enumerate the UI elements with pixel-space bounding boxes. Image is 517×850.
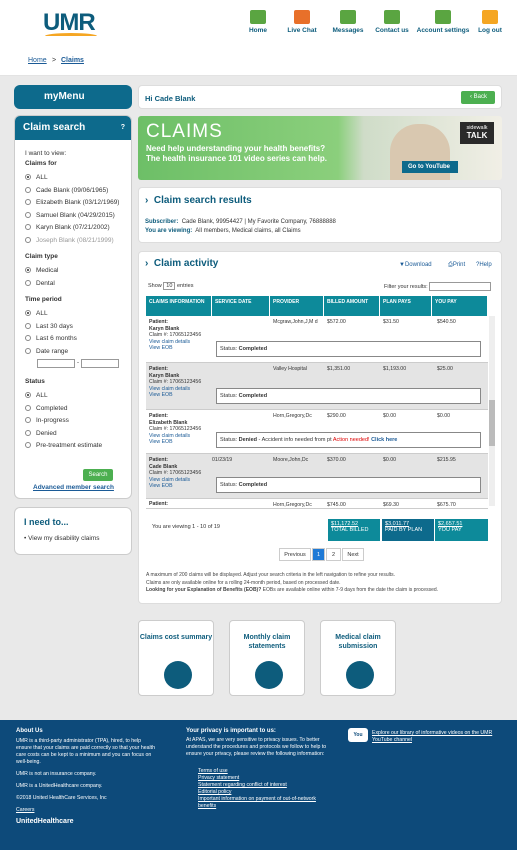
radio-icon[interactable] [25, 280, 31, 286]
claim-type-option-0[interactable]: Medical [25, 267, 58, 274]
youtube-channel-link[interactable]: Explore our library of informative videos on the UMR YouTube channel [372, 730, 493, 743]
pager-1[interactable]: 1 [312, 548, 325, 561]
claim-search-results-card [138, 187, 502, 243]
column-header-claims-information[interactable]: CLAIMS INFORMATION [146, 296, 212, 316]
total-label: YOU PAY [438, 527, 462, 533]
total-you-pay [435, 519, 488, 541]
filter-input[interactable] [429, 282, 491, 291]
nav-label: Live Chat [287, 27, 317, 34]
eob-answer: EOBs are available online within 7-9 days from the date the claim is processed. [261, 587, 439, 593]
not-insurance-text: UMR is not an insurance company. [16, 771, 97, 777]
claim-status-box [216, 432, 481, 448]
patient-name: Karyn Blank [149, 372, 180, 379]
entries-select[interactable]: 10 [163, 282, 175, 290]
cell-provider: Valley Hospital [273, 366, 307, 372]
banner-line-2: The health insurance 101 video series can help. [146, 154, 327, 163]
help-icon[interactable]: ? [120, 124, 125, 131]
person-check-icon [346, 661, 374, 689]
claim-status-box [216, 341, 481, 357]
view-label: I want to view: [25, 150, 67, 157]
radio-icon[interactable] [25, 392, 31, 398]
piggy-bank-icon [164, 661, 192, 689]
total-total-billed [328, 519, 380, 541]
entries-control: Show 10 entries [148, 283, 194, 289]
radio-icon[interactable] [25, 442, 31, 448]
claim-status-box [216, 388, 481, 404]
claims-for-option-2[interactable]: Elizabeth Blank (03/12/1969) [25, 199, 119, 206]
sidewalk-talk-badge: sidewalk TALK [460, 122, 494, 144]
cell-you: $25.00 [437, 366, 453, 372]
results-title: › Claim search results [145, 195, 252, 206]
nav-label: Messages [332, 27, 364, 34]
status-value: Denied [238, 437, 257, 443]
cell-billed: $1,351.00 [327, 366, 351, 372]
time-period-option-3[interactable]: Date range [25, 348, 68, 355]
print-link[interactable]: ⎙Print [448, 262, 466, 268]
status-label: Status: [220, 482, 238, 488]
claim-row [146, 454, 488, 499]
about-title: About Us [16, 728, 43, 734]
time-period-label: Time period [25, 296, 62, 303]
claim-number: Claim #: 17065123456 [149, 470, 202, 476]
total-amount: $2,657.51 [438, 521, 463, 527]
table-scrollbar[interactable] [489, 316, 495, 506]
date-separator: - [77, 360, 79, 366]
home-icon [250, 10, 266, 24]
uhc-text: UMR is a UnitedHealthcare company. [16, 783, 103, 789]
column-header-you-pay[interactable]: YOU PAY [432, 296, 488, 316]
total-paid-by-plan [382, 519, 434, 541]
eob-question: Looking for your Explanation of Benefits (EOB)? [146, 587, 262, 593]
claim-type-label: Claim type [25, 253, 58, 260]
total-amount: $3,011.77 [385, 521, 410, 527]
footer-link-important-information-on-payme[interactable]: Important information on payment of out-of-network benefits [198, 796, 316, 809]
claims-for-option-1[interactable]: Cade Blank (09/06/1965) [25, 187, 108, 194]
cell-plan: $1,193.00 [383, 366, 407, 372]
cell-provider: Moore,John,Dc [273, 457, 309, 463]
cell-plan: $69.30 [383, 502, 399, 508]
cell-provider: Horn,Gregory,Dc [273, 413, 312, 419]
cell-provider: Horn,Gregory,Dc [273, 502, 312, 508]
cell-billed: $572.00 [327, 319, 346, 325]
copyright: ©2018 United HealthCare Services, Inc [16, 795, 107, 801]
view-claim-details-link[interactable]: View claim details [149, 432, 191, 439]
pager-2[interactable]: 2 [326, 548, 341, 561]
claim-number: Claim #: 17065123456 [149, 332, 202, 338]
status-option-0[interactable]: ALL [25, 392, 48, 399]
view-claim-details-link[interactable]: View claim details [149, 385, 191, 392]
filter-label: Filter your results: [384, 284, 428, 290]
viewing-value: All members, Medical claims, all Claims [195, 228, 301, 234]
radio-icon[interactable] [25, 199, 31, 205]
claim-row [146, 410, 488, 454]
about-text: UMR is a third-party administrator (TPA), hired, to help ensure that your claims are paid correctly so that your health care costs can be kept to a minimum and you can focus on well-being. [16, 738, 155, 765]
cell-date: 01/23/19 [212, 457, 233, 463]
nav-label: Home [248, 27, 268, 34]
radio-icon[interactable] [25, 430, 31, 436]
youtube-icon[interactable]: You [348, 728, 368, 742]
status-value: Completed [238, 393, 268, 399]
i-need-to-title: I need to... [24, 517, 69, 527]
claim-type-option-1[interactable]: Dental [25, 280, 55, 287]
view-eob-link[interactable]: View EOB [149, 439, 173, 445]
footer-link-statement-regarding-conflict-o[interactable]: Statement regarding conflict of interest [198, 782, 287, 788]
status-option-2[interactable]: In-progress [25, 417, 69, 424]
total-label: PAID BY PLAN [385, 527, 423, 533]
claim-row [146, 316, 488, 363]
claims-for-option-3[interactable]: Samuel Blank (04/29/2015) [25, 212, 115, 219]
nav-log-out[interactable] [460, 10, 517, 34]
view-eob-link[interactable]: View EOB [149, 392, 173, 398]
tile-label: Claims cost summary [139, 634, 213, 641]
greeting-bar [138, 85, 502, 109]
radio-icon[interactable] [25, 174, 31, 180]
radio-icon[interactable] [25, 212, 31, 218]
note-rolling-period: Claims are only available online for a rolling 24-month period, based on processed date. [146, 579, 341, 586]
envelope-icon [340, 10, 356, 24]
nav-label: Contact us [375, 27, 409, 34]
breadcrumb-separator: > [52, 57, 57, 64]
claim-number: Claim #: 17065123456 [149, 379, 202, 385]
status-option-3[interactable]: Denied [25, 430, 57, 437]
cell-plan: $0.00 [383, 457, 396, 463]
pager-previous[interactable]: Previous [279, 548, 311, 561]
patient-name: Cade Blank [149, 463, 178, 470]
subscriber-value: Cade Blank, 99954427 | My Favorite Company, 76888888 [181, 219, 336, 225]
status-label: Status [25, 378, 45, 385]
disability-claims-link[interactable]: • View my disability claims [24, 535, 100, 542]
patient-name: Elizabeth Blank [149, 419, 188, 426]
status-value: Completed [238, 346, 268, 352]
status-value: Completed [238, 482, 268, 488]
patient-label: Patient: [149, 457, 169, 463]
radio-icon[interactable] [25, 335, 31, 341]
time-period-option-1[interactable]: Last 30 days [25, 323, 73, 330]
claim-activity-title: › Claim activity [145, 258, 219, 269]
cell-plan: $31.50 [383, 319, 399, 325]
careers-link[interactable]: Careers [16, 807, 35, 813]
status-option-4[interactable]: Pre-treatment estimate [25, 442, 102, 449]
download-link[interactable]: ▼Download [399, 262, 432, 268]
date-from-input[interactable] [37, 359, 75, 368]
status-label: Status: [220, 437, 238, 443]
help-link[interactable]: ?Help [476, 262, 492, 268]
claim-search-panel [14, 115, 132, 499]
subscriber-label: Subscriber: [145, 219, 179, 225]
breadcrumb-home[interactable]: Home [28, 57, 47, 64]
advanced-search-link[interactable]: Advanced member search [33, 484, 114, 491]
viewing-label: You are viewing: [145, 228, 193, 234]
cell-billed: $370.00 [327, 457, 346, 463]
umr-logo[interactable]: UMR [43, 9, 95, 36]
radio-icon[interactable] [25, 224, 31, 230]
total-label: TOTAL BILLED [331, 527, 369, 533]
status-label: Status: [220, 393, 238, 399]
radio-icon[interactable] [25, 237, 31, 243]
time-period-option-2[interactable]: Last 6 months [25, 335, 77, 342]
mymenu-title: myMenu [44, 91, 85, 102]
column-header-plan-pays[interactable]: PLAN PAYS [380, 296, 432, 316]
tile-claims-cost-summary[interactable] [138, 620, 214, 696]
speech-bubble-icon [384, 10, 400, 24]
footer [0, 720, 517, 850]
total-amount: $11,172.52 [331, 521, 359, 527]
radio-icon[interactable] [25, 267, 31, 273]
view-claim-details-link[interactable]: View claim details [149, 338, 191, 345]
click-here-link[interactable]: Click here [371, 437, 398, 443]
logo-swoosh [45, 33, 97, 39]
claims-video-banner[interactable] [138, 116, 502, 180]
action-needed: Action needed! [332, 437, 370, 443]
cell-you: $0.00 [437, 413, 450, 419]
patient-label: Patient: [149, 413, 169, 419]
cell-provider: Mcgraw,John,J,M d [273, 319, 318, 325]
tile-label: Medical claim submission [335, 634, 381, 650]
claim-search-header [15, 116, 131, 140]
patient-label: Patient: [149, 501, 169, 507]
pager-next[interactable]: Next [342, 548, 364, 561]
breadcrumb-claims[interactable]: Claims [61, 57, 84, 64]
claims-for-option-5[interactable]: Joseph Blank (08/21/1999) [25, 237, 114, 244]
tile-label: Monthly claim statements [243, 634, 291, 650]
mymenu-button[interactable] [14, 85, 132, 109]
patient-label: Patient: [149, 319, 169, 325]
tile-monthly-claim-statements[interactable] [229, 620, 305, 696]
cell-you: $215.95 [437, 457, 456, 463]
footer-link-privacy-statement[interactable]: Privacy statement [198, 775, 240, 781]
viewing-count: You are viewing 1 - 10 of 19 [152, 524, 220, 530]
claim-row [146, 363, 488, 410]
view-eob-link[interactable]: View EOB [149, 483, 173, 489]
chat-icon [294, 10, 310, 24]
patient-name: Karyn Blank [149, 325, 180, 332]
privacy-text: At APAS, we are very sensitive to privacy issues. To better understand the procedures and protocols we follow to help to ensure your privacy, please review the following information: [186, 737, 327, 757]
status-label: Status: [220, 346, 238, 352]
claim-row [146, 499, 488, 509]
time-period-option-0[interactable]: ALL [25, 310, 48, 317]
status-note: - Accident info needed from pt [257, 437, 332, 443]
status-option-1[interactable]: Completed [25, 405, 67, 412]
patient-label: Patient: [149, 366, 169, 372]
greeting-text: Hi Cade Blank [145, 94, 196, 103]
back-button[interactable]: ‹ Back [461, 91, 495, 104]
go-to-youtube-button[interactable]: Go to YouTube [402, 161, 458, 173]
footer-link-terms-of-use[interactable]: Terms of use [198, 768, 228, 774]
claim-number: Claim #: 17065123456 [149, 426, 202, 432]
claim-search-title: Claim search [23, 122, 86, 133]
nav-label: Account settings [416, 27, 470, 34]
column-header-billed-amount[interactable]: BILLED AMOUNT [324, 296, 380, 316]
date-to-input[interactable] [81, 359, 119, 368]
banner-title: CLAIMS [146, 121, 223, 142]
claims-for-option-0[interactable]: ALL [25, 174, 48, 181]
statement-icon [255, 661, 283, 689]
cell-billed: $745.00 [327, 502, 346, 508]
tile-medical-claim-submission[interactable] [320, 620, 396, 696]
claims-for-option-4[interactable]: Karyn Blank (07/21/2002) [25, 224, 110, 231]
lock-icon [482, 10, 498, 24]
uhc-logo: UnitedHealthcare [16, 818, 74, 825]
radio-icon[interactable] [25, 323, 31, 329]
search-button[interactable]: Search [83, 469, 113, 481]
claim-status-box [216, 477, 481, 493]
cell-you: $675.70 [437, 502, 456, 508]
cell-plan: $0.00 [383, 413, 396, 419]
notes-block [146, 572, 438, 595]
nav-label: Log out [478, 27, 502, 34]
column-header-service-date[interactable]: SERVICE DATE [212, 296, 270, 316]
radio-icon[interactable] [25, 417, 31, 423]
radio-icon[interactable] [25, 348, 31, 354]
radio-icon[interactable] [25, 310, 31, 316]
cell-billed: $290.00 [327, 413, 346, 419]
claims-for-label: Claims for [25, 160, 57, 167]
radio-icon[interactable] [25, 405, 31, 411]
privacy-title: Your privacy is important to us: [186, 728, 276, 734]
view-eob-link[interactable]: View EOB [149, 345, 173, 351]
view-claim-details-link[interactable]: View claim details [149, 476, 191, 483]
banner-line-1: Need help understanding your health benefits? [146, 144, 326, 153]
column-header-provider[interactable]: PROVIDER [270, 296, 324, 316]
gear-icon [435, 10, 451, 24]
breadcrumb [0, 52, 517, 76]
footer-link-editorial-policy[interactable]: Editorial policy [198, 789, 232, 795]
cell-you: $540.50 [437, 319, 456, 325]
note-max-claims: A maximum of 200 claims will be displayed. Adjust your search criteria in the left navigation to refine your results. [146, 572, 396, 578]
i-need-to-panel [14, 507, 132, 555]
radio-icon[interactable] [25, 187, 31, 193]
